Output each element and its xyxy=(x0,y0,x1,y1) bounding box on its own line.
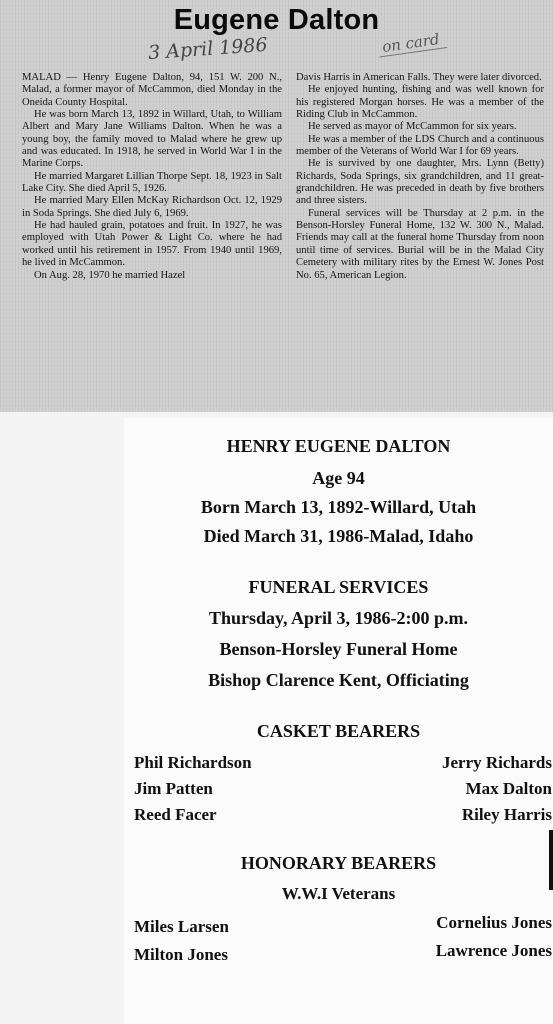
honorary-bearers-subheading: W.W.I Veterans xyxy=(281,884,396,903)
honorary-bearer: Lawrence Jones xyxy=(435,941,552,960)
casket-bearer: Jim Patten xyxy=(134,779,213,798)
funeral-services-date: Thursday, April 3, 1986-2:00 p.m. xyxy=(208,608,469,628)
obituary-paragraph: He had hauled grain, potatoes and fruit. In 1927, he was employed with Utah Power & Light Co. where he had worked until his retirement in 1957. From 1940 until 1969, he lived in McCammon. xyxy=(22,220,282,269)
honorary-bearer: Cornelius Jones xyxy=(436,913,552,932)
obituary-headline: Eugene Dalton xyxy=(173,4,380,36)
casket-bearer: Max Dalton xyxy=(465,779,552,798)
obituary-paragraph: Funeral services will be Thursday at 2 p.m. in the Benson-Horsley Funeral Home, 132 W. 300 N., Malad. Friends may call at the funeral home Thursday from noon until time of services. Burial will be in the Malad City Cemetery with military rites by the Ernest W. Jones Post No. 65, American Legion. xyxy=(296,207,544,281)
obituary-paragraph: Davis Harris in American Falls. They were later divorced. xyxy=(296,72,542,83)
obituary-paragraph: He was born March 13, 1892 in Willard, Utah, to William Albert and Mary Jane Williams Dalton. When he was a young boy, the family moved to Malad where he grew up and was educated. In 1918, he served in World War I in the Marine Corps. xyxy=(22,109,282,170)
casket-bearer: Jerry Richards xyxy=(441,753,552,772)
officiating-line: Bishop Clarence Kent, Officiating xyxy=(208,670,469,690)
casket-bearer: Phil Richardson xyxy=(134,753,252,772)
card-deceased-name: HENRY EUGENE DALTON xyxy=(226,436,451,456)
handwritten-note: on card xyxy=(381,30,441,56)
obituary-paragraph: He served as mayor of McCammon for six years. xyxy=(308,121,517,133)
obituary-paragraph: He enjoyed hunting, fishing and was well known for his registered Morgan horses. He was a member of the Riding Club in McCammon. xyxy=(296,84,544,121)
obituary-paragraph: He married Margaret Lillian Thorpe Sept. 18, 1923 in Salt Lake City. She died April 5, 1926. xyxy=(22,170,282,195)
obituary-paragraph: He is survived by one daughter, Mrs. Lynn (Betty) Richards, Soda Springs, six grandchildren, and 11 great-grandchildren. He was preceded in death by five brothers and three sisters. xyxy=(296,158,544,207)
handwritten-date: 3 April 1986 xyxy=(147,33,269,65)
obituary-paragraph: On Aug. 28, 1970 he married Hazel xyxy=(34,269,186,281)
obituary-paragraph: He married Mary Ellen McKay Richardson Oct. 12, 1929 in Soda Springs. She died July 6, 1969. xyxy=(22,195,282,219)
funeral-services-heading: FUNERAL SERVICES xyxy=(248,577,429,597)
honorary-bearer: Miles Larsen xyxy=(134,917,229,936)
casket-bearers-heading: CASKET BEARERS xyxy=(256,721,421,741)
honorary-bearer: Milton Jones xyxy=(134,945,228,964)
card-born: Born March 13, 1892-Willard, Utah xyxy=(200,497,477,517)
obituary-left-column xyxy=(22,72,282,282)
funeral-services-place: Benson-Horsley Funeral Home xyxy=(219,639,458,659)
casket-bearer: Riley Harris xyxy=(461,805,552,824)
obituary-paragraph: MALAD — Henry Eugene Dalton, 94, 151 W. 200 N., Malad, a former mayor of McCammon, died Monday in the Oneida County Hospital. xyxy=(22,72,282,108)
obituary-paragraph: He was a member of the LDS Church and a continuous member of the Veterans of World War I for 69 years. xyxy=(296,133,544,158)
card-died: Died March 31, 1986-Malad, Idaho xyxy=(203,526,474,546)
newspaper-clipping xyxy=(0,0,553,412)
card-age: Age 94 xyxy=(312,468,365,488)
obituary-right-column xyxy=(296,72,544,282)
honorary-bearers-heading: HONORARY BEARERS xyxy=(240,853,437,873)
casket-bearer: Reed Facer xyxy=(134,805,217,824)
